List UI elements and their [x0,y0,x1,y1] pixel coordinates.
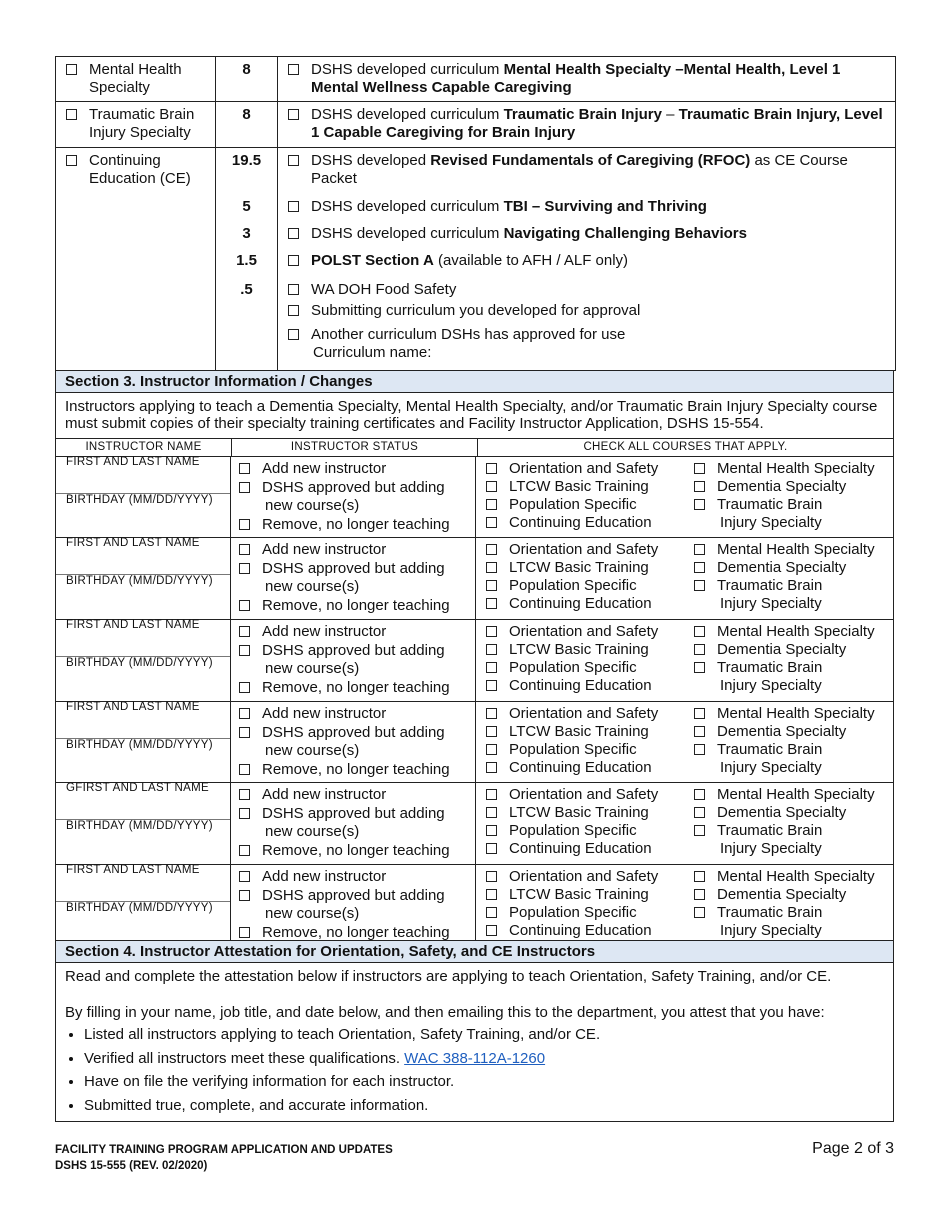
wac-link[interactable]: WAC 388-112A-1260 [404,1049,546,1067]
dshs-approved-checkbox[interactable] [239,890,250,901]
curriculum-option: WA DOH Food Safety [278,281,895,299]
course-checkbox[interactable] [694,726,705,737]
list-item: • Have on file the verifying information for each instructor. [84,1070,600,1094]
curriculum-checkbox[interactable] [288,255,299,266]
status-option: DSHS approved but adding [239,642,475,661]
instructor-table [55,438,894,946]
instructor-status-cell [231,865,476,945]
status-option: Add new instructor [239,705,475,724]
course-checkbox[interactable] [486,744,497,755]
course-option: Population Specific [486,741,694,759]
courses-right-column [694,541,875,619]
courses-cell [476,783,893,864]
course-checkbox[interactable] [486,907,497,918]
add-instructor-checkbox[interactable] [239,871,250,882]
course-option-continued: Injury Specialty [720,595,822,612]
curriculum-checkbox[interactable] [288,155,299,166]
course-checkbox[interactable] [486,680,497,691]
curriculum-option: POLST Section A (available to AFH / ALF only) [278,252,895,270]
course-option: Population Specific [486,904,694,922]
dshs-approved-checkbox[interactable] [239,727,250,738]
course-checkbox[interactable] [486,807,497,818]
status-option-continued: new course(s) [265,497,360,514]
birthday-field-label: BIRTHDAY (MM/DD/YYYY) [66,902,213,914]
status-option-continued: new course(s) [265,823,360,840]
course-option: Orientation and Safety [486,541,694,559]
training-type-cell: Continuing Education (CE) [56,148,216,370]
list-item: • Submitted true, complete, and accurate information. [84,1094,600,1118]
course-option: Mental Health Specialty [694,623,875,641]
status-option: DSHS approved but adding [239,560,475,579]
course-option: Orientation and Safety [486,460,694,478]
course-option: Continuing Education [486,840,694,858]
course-option: Continuing Education [486,514,694,532]
instructor-name-cell [56,620,231,701]
tbi-checkbox[interactable] [66,109,77,120]
course-option: Orientation and Safety [486,868,694,886]
course-checkbox[interactable] [486,789,497,800]
course-checkbox[interactable] [694,481,705,492]
status-option: DSHS approved but adding [239,805,475,824]
course-option: Orientation and Safety [486,786,694,804]
curriculum-checkbox[interactable] [288,305,299,316]
course-checkbox[interactable] [694,889,705,900]
hours-cell: 19.5 5 3 1.5 .5 [216,148,278,370]
courses-cell [476,538,893,619]
course-option: Dementia Specialty [694,478,875,496]
course-option: Dementia Specialty [694,559,875,577]
status-option: Remove, no longer teaching [239,842,475,861]
course-checkbox[interactable] [486,481,497,492]
curriculum-checkbox[interactable] [288,329,299,340]
attestation-block [55,963,894,1122]
instructor-row [56,538,893,620]
status-option: Add new instructor [239,786,475,805]
status-option: DSHS approved but adding [239,479,475,498]
curriculum-cell [278,148,895,370]
training-type-cell: Mental Health Specialty [56,57,216,101]
course-option-continued: Injury Specialty [720,677,822,694]
instructor-row [56,702,893,783]
course-checkbox[interactable] [486,499,497,510]
hours-cell: 8 [216,57,278,101]
course-option: LTCW Basic Training [486,559,694,577]
instructor-row [56,783,893,865]
table-row [56,148,895,370]
course-checkbox[interactable] [694,744,705,755]
course-option: Mental Health Specialty [694,786,875,804]
curriculum-option: Another curriculum DSHs has approved for use [278,326,895,344]
course-option: Traumatic Brain [694,577,875,595]
curriculum-table [55,56,896,371]
course-option: Mental Health Specialty [694,541,875,559]
course-checkbox[interactable] [694,789,705,800]
course-checkbox[interactable] [694,807,705,818]
name-field-label: FIRST AND LAST NAME [66,456,200,468]
course-checkbox[interactable] [486,544,497,555]
instructor-name-cell [56,457,231,537]
course-checkbox[interactable] [486,626,497,637]
courses-right-column [694,460,875,537]
remove-instructor-checkbox[interactable] [239,600,250,611]
course-option: Population Specific [486,822,694,840]
training-type-cell: Traumatic Brain Injury Specialty [56,102,216,147]
status-option: Remove, no longer teaching [239,597,475,616]
form-number: DSHS 15-555 (REV. 02/2020) [55,1160,208,1172]
instructor-status-cell [231,620,476,701]
hours-cell: 8 [216,102,278,147]
header-instructor-name: INSTRUCTOR NAME [56,439,232,456]
course-checkbox[interactable] [486,889,497,900]
course-checkbox[interactable] [486,708,497,719]
status-option: Remove, no longer teaching [239,924,475,943]
courses-left-column [486,868,694,945]
courses-cell [476,702,893,782]
dshs-approved-checkbox[interactable] [239,808,250,819]
course-option: Population Specific [486,577,694,595]
course-checkbox[interactable] [486,726,497,737]
header-courses: CHECK ALL COURSES THAT APPLY. [583,441,788,453]
birthday-field-label: BIRTHDAY (MM/DD/YYYY) [66,820,213,832]
course-option: Traumatic Brain [694,822,875,840]
course-option: Traumatic Brain [694,496,875,514]
instructor-name-cell [56,538,231,619]
courses-left-column [486,541,694,619]
section3-intro: Instructors applying to teach a Dementia Specialty, Mental Health Specialty, and/or Traumatic Brain Injury Specialty course must submit copies of their specialty training certificates and Facility Instructor Application, DSHS 15-554. [55,392,894,439]
instructor-name-cell [56,865,231,945]
birthday-field-label: BIRTHDAY (MM/DD/YYYY) [66,575,213,587]
curriculum-option: Submitting curriculum you developed for approval [278,302,895,320]
birthday-field-label: BIRTHDAY (MM/DD/YYYY) [66,739,213,751]
courses-left-column [486,623,694,701]
course-option: Mental Health Specialty [694,868,875,886]
course-option: Continuing Education [486,759,694,777]
birthday-field-label: BIRTHDAY (MM/DD/YYYY) [66,494,213,506]
remove-instructor-checkbox[interactable] [239,519,250,530]
name-field-label: FIRST AND LAST NAME [66,701,200,713]
course-option: Traumatic Brain [694,659,875,677]
list-item: • Listed all instructors applying to teach Orientation, Safety Training, and/or CE. [84,1023,600,1047]
curriculum-option: DSHS developed curriculum Mental Health Specialty –Mental Health, Level 1 Mental Wellness Capable Caregiving [278,61,895,97]
course-checkbox[interactable] [694,544,705,555]
course-checkbox[interactable] [486,871,497,882]
course-checkbox[interactable] [694,871,705,882]
section3-title: Section 3. Instructor Information / Changes [55,370,894,393]
instructor-row [56,457,893,538]
instructor-name-cell [56,783,231,864]
instructor-name-cell [56,702,231,782]
course-option: Orientation and Safety [486,623,694,641]
courses-cell [476,865,893,945]
course-checkbox[interactable] [694,463,705,474]
courses-left-column [486,705,694,782]
curriculum-option: DSHS developed curriculum Traumatic Brain Injury – Traumatic Brain Injury, Level 1 Capable Caregiving for Brain Injury [278,106,895,142]
status-option-continued: new course(s) [265,578,360,595]
courses-right-column [694,868,875,945]
courses-right-column [694,623,875,701]
attestation-statement: By filling in your name, job title, and date below, and then emailing this to the department, you attest that you have: [65,1004,825,1021]
course-checkbox[interactable] [486,580,497,591]
course-checkbox[interactable] [486,662,497,673]
course-checkbox[interactable] [486,598,497,609]
courses-left-column [486,460,694,537]
add-instructor-checkbox[interactable] [239,544,250,555]
course-option-continued: Injury Specialty [720,759,822,776]
course-checkbox[interactable] [694,562,705,573]
mental-health-checkbox[interactable] [66,64,77,75]
course-option: Traumatic Brain [694,904,875,922]
page-number: Page 2 of 3 [812,1140,894,1157]
remove-instructor-checkbox[interactable] [239,845,250,856]
course-checkbox[interactable] [694,825,705,836]
course-option: Dementia Specialty [694,804,875,822]
course-checkbox[interactable] [694,907,705,918]
course-option: Traumatic Brain [694,741,875,759]
course-checkbox[interactable] [486,843,497,854]
course-checkbox[interactable] [486,762,497,773]
dshs-approved-checkbox[interactable] [239,645,250,656]
course-checkbox[interactable] [694,662,705,673]
remove-instructor-checkbox[interactable] [239,682,250,693]
course-option: Dementia Specialty [694,723,875,741]
instructor-status-cell [231,783,476,864]
status-option: Add new instructor [239,623,475,642]
course-option: Population Specific [486,496,694,514]
status-option: Remove, no longer teaching [239,761,475,780]
course-option: Dementia Specialty [694,641,875,659]
curriculum-option: DSHS developed Revised Fundamentals of Caregiving (RFOC) as CE Course Packet [278,152,895,188]
course-checkbox[interactable] [694,708,705,719]
add-instructor-checkbox[interactable] [239,626,250,637]
table-row [56,57,895,102]
birthday-field-label: BIRTHDAY (MM/DD/YYYY) [66,657,213,669]
course-option-continued: Injury Specialty [720,514,822,531]
form-title: FACILITY TRAINING PROGRAM APPLICATION AND UPDATES [55,1144,393,1156]
status-option: DSHS approved but adding [239,887,475,906]
status-option-continued: new course(s) [265,905,360,922]
add-instructor-checkbox[interactable] [239,463,250,474]
course-option: Continuing Education [486,922,694,940]
course-option: LTCW Basic Training [486,804,694,822]
curriculum-checkbox[interactable] [288,201,299,212]
curriculum-cell [278,102,895,147]
course-option-continued: Injury Specialty [720,840,822,857]
course-option: Continuing Education [486,677,694,695]
course-option: Dementia Specialty [694,886,875,904]
curriculum-checkbox[interactable] [288,109,299,120]
dshs-approved-checkbox[interactable] [239,563,250,574]
remove-instructor-checkbox[interactable] [239,927,250,938]
dshs-approved-checkbox[interactable] [239,482,250,493]
status-option: DSHS approved but adding [239,724,475,743]
ce-checkbox[interactable] [66,155,77,166]
course-option: LTCW Basic Training [486,478,694,496]
instructor-status-cell [231,457,476,537]
course-checkbox[interactable] [486,562,497,573]
status-option: Add new instructor [239,460,475,479]
status-option: Remove, no longer teaching [239,516,475,535]
course-checkbox[interactable] [486,644,497,655]
courses-cell [476,457,893,537]
course-checkbox[interactable] [486,463,497,474]
course-option: Continuing Education [486,595,694,613]
status-option-continued: new course(s) [265,742,360,759]
course-option: LTCW Basic Training [486,641,694,659]
curriculum-checkbox[interactable] [288,284,299,295]
instructor-status-cell [231,538,476,619]
course-checkbox[interactable] [694,580,705,591]
course-checkbox[interactable] [694,499,705,510]
course-option: Mental Health Specialty [694,705,875,723]
list-item: • Verified all instructors meet these qualifications. WAC 388-112A-1260 [84,1047,600,1071]
course-checkbox[interactable] [486,825,497,836]
curriculum-option: DSHS developed curriculum TBI – Surviving and Thriving [278,198,895,216]
add-instructor-checkbox[interactable] [239,708,250,719]
status-option: Add new instructor [239,541,475,560]
course-option: LTCW Basic Training [486,723,694,741]
course-option: LTCW Basic Training [486,886,694,904]
course-option: Orientation and Safety [486,705,694,723]
courses-left-column [486,786,694,864]
instructor-table-header [56,438,893,457]
status-option-continued: new course(s) [265,660,360,677]
name-field-label: GFIRST AND LAST NAME [66,782,209,794]
instructor-row [56,865,893,946]
curriculum-cell [278,57,895,101]
add-instructor-checkbox[interactable] [239,789,250,800]
course-checkbox[interactable] [694,626,705,637]
course-checkbox[interactable] [486,925,497,936]
courses-right-column [694,705,875,782]
course-checkbox[interactable] [694,644,705,655]
status-option: Remove, no longer teaching [239,679,475,698]
curriculum-name-label: Curriculum name: [313,344,432,361]
name-field-label: FIRST AND LAST NAME [66,864,200,876]
courses-right-column [694,786,875,864]
section4-title: Section 4. Instructor Attestation for Orientation, Safety, and CE Instructors [55,940,894,963]
course-option: Population Specific [486,659,694,677]
course-option: Mental Health Specialty [694,460,875,478]
status-option: Add new instructor [239,868,475,887]
courses-cell [476,620,893,701]
curriculum-checkbox[interactable] [288,228,299,239]
remove-instructor-checkbox[interactable] [239,764,250,775]
curriculum-checkbox[interactable] [288,64,299,75]
instructor-row [56,620,893,702]
course-option-continued: Injury Specialty [720,922,822,939]
attestation-instructions: Read and complete the attestation below if instructors are applying to teach Orientation, Safety Training, and/or CE. [65,968,832,985]
table-row [56,102,895,148]
name-field-label: FIRST AND LAST NAME [66,537,200,549]
course-checkbox[interactable] [486,517,497,528]
instructor-status-cell [231,702,476,782]
name-field-label: FIRST AND LAST NAME [66,619,200,631]
header-instructor-status: INSTRUCTOR STATUS [232,439,478,456]
curriculum-option: DSHS developed curriculum Navigating Challenging Behaviors [278,225,895,243]
attestation-list [56,1023,600,1117]
